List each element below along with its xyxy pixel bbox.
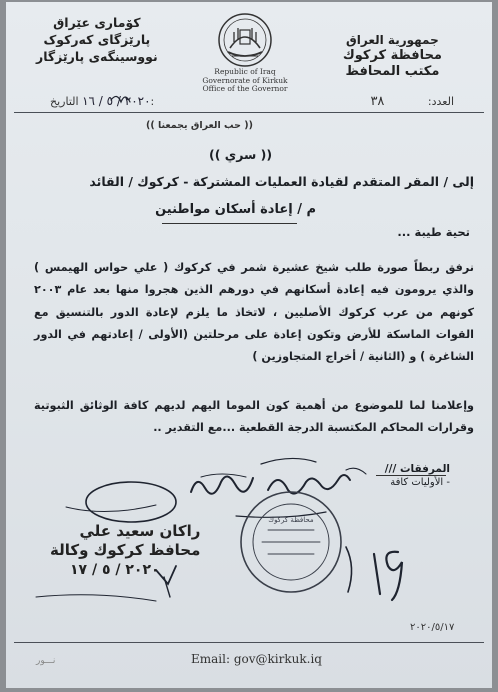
english-header-line-3: Office of the Governor [202,84,288,93]
body-paragraph-1: نرفق ربطاً صورة طلب شيخ عشيرة شمر في كركوك ( علي حواس الهيمس ) والذي يرومون فيه إعادة أسكانهم في دورهم الذين هجروا منها بعد عام ٢٠٠٣ كونهم من عرب كركوك الأصليين ، لاتخاذ ما يلزم لإعادة الدور بالتنسيق مع القوات الماسكة للأرض وتكون إعادة على مرحلتين (الأولى / إعادتهم في الدور الشاغرة ) و (الثانية / أخراج المتجاوزين ) [34,261,474,364]
kurdish-header [36,14,158,65]
greeting: تحية طيبة ... [397,225,470,239]
stamp-text: محافظة كركوك [268,516,314,524]
seal-emblem-icon [216,12,274,68]
classification: (( سري )) [209,147,273,162]
kurdish-header-line-3: نووسینگەی پارێزگار [36,49,158,64]
attachments-underline [376,475,446,476]
motto: (( حب العراق يجمعنا )) [146,120,253,131]
number-field [370,94,454,109]
bottom-date: ٢٠٢٠/٥/١٧ [410,622,455,633]
number-label: العدد: [427,95,454,108]
signatory-title: محافظ كركوك وكالة [50,541,201,559]
subject-line: م / إعادة أسكان مواطنين [155,202,316,217]
recipient-line: إلى / المقر المتقدم لقيادة العمليات المشتركة - كركوك / القائد [89,174,474,189]
body-paragraph-2: وإعلامنا لما للموضوع من أهمية كون الموما اليهم لديهم كافة الوثائق الثبوتية وقرارات المحاكم المكتسبة الدرجة القطعية ...مع التقدير .. [34,399,474,434]
english-header-line-1: Republic of Iraq [214,67,276,76]
attachments-label: المرفقات /// [384,463,450,475]
arabic-header-line-1: جمهورية العراق [346,33,439,47]
arabic-header [343,32,442,80]
header-divider [14,112,484,113]
kurdish-header-line-2: پارێزگای کەرکوک [43,32,151,47]
kurdish-header-line-1: کۆماری عێراق [53,15,141,30]
number-value: ٣٨ [370,94,385,109]
document-page [6,2,492,688]
signature-date: ٢٠٢٠ / ٥ / ١٧ [70,562,160,578]
english-header [190,68,300,94]
attachments-item: - الأوليات كافة [390,477,450,488]
subject-underline [162,223,297,224]
governorate-seal [190,12,300,94]
footer-email: Email: gov@kirkuk.iq [191,652,322,666]
attachments-block [385,462,450,490]
english-header-line-2: Governorate of Kirkuk [202,75,288,85]
footer-divider [14,642,484,643]
signature-block [50,522,200,560]
date-label: التاريخ: [50,95,155,108]
signatory-name: راكان سعيد علي [79,522,201,540]
date-field [44,94,154,108]
arabic-header-line-3: مكتب المحافظ [345,64,440,79]
date-value: ٢٠٢٠ / ٥ / ١٦ [82,94,151,108]
arabic-header-line-2: محافظة كركوك [342,48,442,63]
corner-mark: نـــور [36,656,56,666]
